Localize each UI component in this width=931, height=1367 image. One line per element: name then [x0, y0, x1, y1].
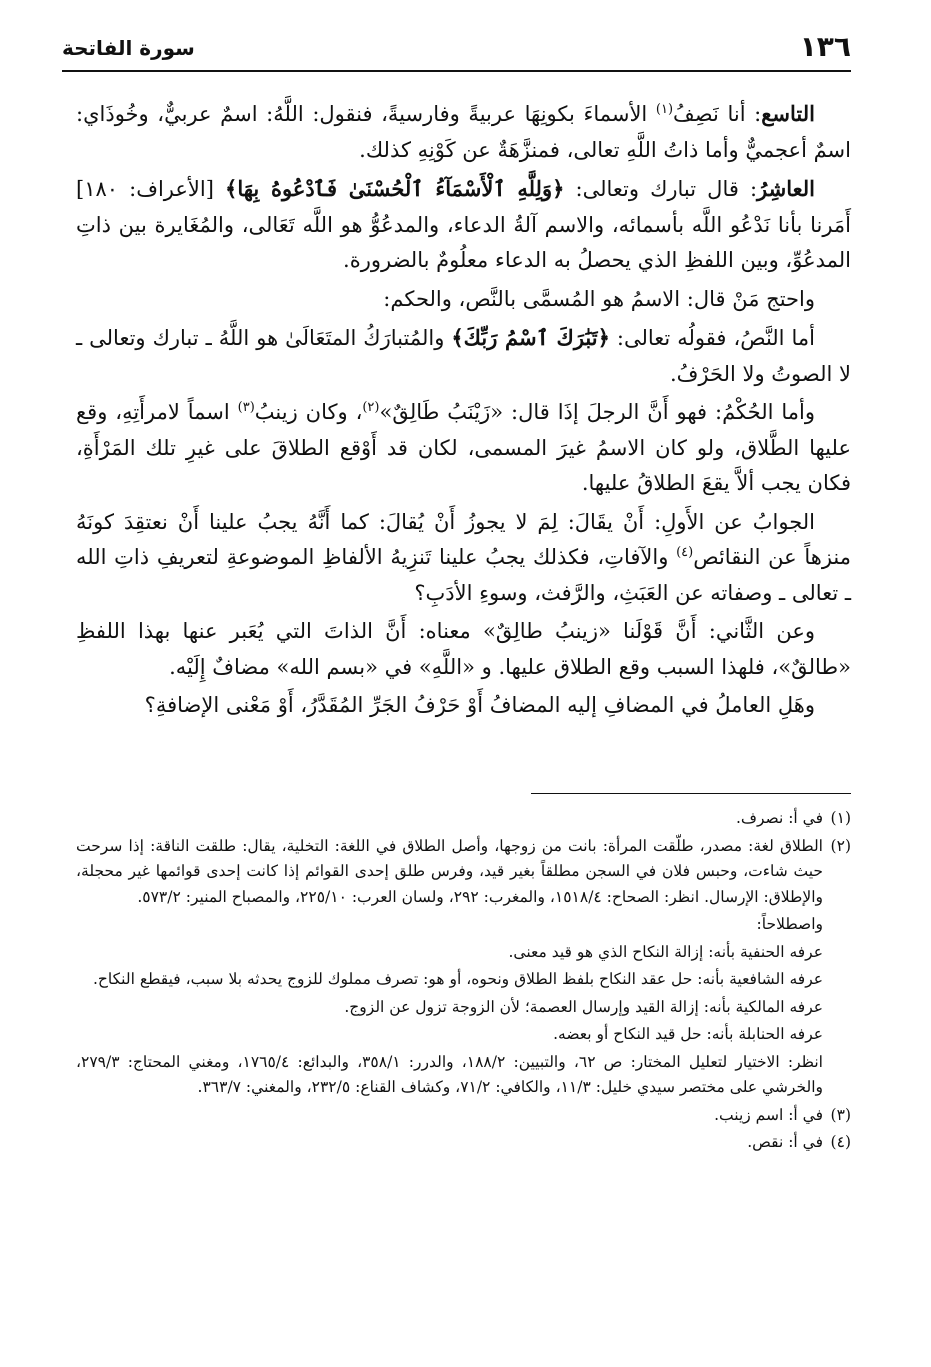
footnote-1: (١) في أ: نصرف. — [76, 806, 851, 832]
paragraph-ruling: وأما الحُكْمُ: فهو أَنَّ الرجلَ إذَا قال: «زَيْنَبُ طَالِقٌ»$^{(٢)}$، وكان زينبُ$^{(٣)}$ اسماً لامرأَتِهِ، وقع عليها الطَّلاق، ولو كان الاسمُ غيرَ المسمى، لكان قد أَوْقع الطلاقَ على غيرِ تلك المَرْأَةِ، فكان يجب ألاَّ يقعَ الطلاقُ عليها. — [76, 400, 851, 495]
footnote-2-hanafi: عرفه الحنفية بأنه: إزالة النكاح الذي هو قيد معنى. — [508, 942, 823, 961]
footnote-number: (١) — [830, 809, 851, 827]
paragraph-tenth: العاشِرُ: قال تبارك وتعالى: ﴿وَلِلَّهِ ٱلْأَسْمَآءُ ٱلْحُسْنَىٰ فَٱدْعُوهُ بِهَا﴾ [الأعراف: ١٨٠] أَمَرنا بأنا نَدْعُو اللَّه بأسمائه، والاسم آلةُ الدعاء، والمدعُوُّ هو اللَّه تَعَالى، والمُغَايرة بين ذاتِ المدعُوِّ، وبين اللفظِ الذي يحصلُ به الدعاء معلُومٌ بالضرورة. — [76, 176, 851, 272]
footnote-number: (٣) — [830, 1105, 851, 1124]
paragraph-lead: التاسع — [761, 101, 815, 126]
footnote-3: (٣) في أ: اسم زينب. — [76, 1103, 851, 1129]
footnote-2-maliki: عرفه المالكية بأنه: إزالة القيد وإرسال العصمة؛ لأن الزوجة تزول عن الزوج. — [344, 997, 823, 1016]
footnote-2-shafii: عرفه الشافعية بأنه: حل عقد النكاح بلفظ الطلاق ونحوه، أو هو: تصرف مملوك للزوج يحدثه بلا سبب، فيقطع النكاح. — [92, 970, 823, 988]
footnote-number: (٢) — [830, 836, 851, 855]
footnote-ref: (٣) — [237, 400, 255, 415]
paragraph-question: وهَلِ العاملُ في المضافِ إليه المضافُ أَوْ حَرْفُ الجَرِّ المُقَدَّرُ، أَوْ مَعْنى الإضافةِ؟ — [144, 693, 815, 717]
paragraph-answer-first: الجوابُ عن الأَولِ: أَنْ يقَالَ: لِمَ لا يجوزُ أَنْ يُقالَ: كما أَنَّهُ يجبُ علينا أَنْ نعتقِدَ كونَهُ منزهاً عن النقائص$^{(٤)}$ والآفاتِ، فكذلك يجبُ علينا تَنزِيهُ الألفاظِ الموضوعةِ لتعريفِ ذاتِ الله ـ تعالى ـ وصفاته عن العَبَثِ، والرَّفث، وسوءِ الأدَبِ؟ — [76, 509, 851, 605]
paragraph-ninth: التاسع: أنا نَصِفُ$^{(١)}$ الأسماءَ بكونِهَا عربيةً وفارسيةً، فنقول: اللَّهُ: اسمٌ عربيٌّ، وخُوذَاي: اسمٌ أعجميٌّ وأما ذاتُ اللَّهِ تعالى، فمنزَّهَةٌ عن كَوْنِهِ كذلك. — [76, 101, 851, 162]
footnotes — [76, 806, 851, 1158]
footnote-2-hanbali: عرفه الحنابلة بأنه: حل قيد النكاح أو بعضه. — [553, 1025, 823, 1043]
footnote-ref: (٢) — [362, 400, 380, 415]
quran-verse: ﴿تَبَٰرَكَ ٱسْمُ رَبِّكَ﴾ — [451, 325, 610, 350]
footnote-4: (٤) في أ: نقص. — [76, 1130, 851, 1156]
quran-verse: ﴿وَلِلَّهِ ٱلْأَسْمَآءُ ٱلْحُسْنَىٰ فَٱدْعُوهُ بِهَا﴾ — [225, 176, 565, 201]
page-number: ١٣٦ — [799, 30, 851, 63]
paragraph-lead: العاشِرُ — [757, 176, 815, 201]
page-header — [62, 28, 851, 72]
running-title: سورة الفاتحة — [62, 36, 195, 60]
main-text — [76, 96, 851, 727]
paragraph-text-proof: أما النَّصُ، فقولُه تعالى: ﴿تَبَٰرَكَ ٱسْمُ رَبِّكَ﴾ والمُتبارَكُ المتَعَالَىٰ هو اللَّهُ ـ تبارك وتعالى ـ لا الصوتُ ولا الحَرْفُ. — [76, 325, 851, 386]
paragraph-answer-second: وعن الثَّاني: أَنَّ قَوْلَنا «زينبُ طالِقٌ» معناه: أَنَّ الذاتَ التي يُعَبر عنها بهذا اللفظِ «طالقٌ»، فلهذا السبب وقع الطلاق عليها. و «اللَّهِ» في «بسم الله» مضافٌ إِلَيْه. — [76, 619, 851, 679]
footnote-2-istilah: واصطلاحاً: — [756, 915, 823, 933]
paragraph-argument: واحتج مَنْ قال: الاسمُ هو المُسمَّى بالنَّص، والحكم: — [383, 286, 815, 311]
footnote-2-references: انظر: الاختيار لتعليل المختار: ص ٦٢، والتبيين: ١٨٨/٢، والدرر: ٣٥٨/١، والبدائع: ١٧٦٥/٤، ومغني المحتاج: ٢٧٩/٣، والخرشي على مختصر سيدي خليل: ١١/٣، والكافي: ٧١/٢، وكشاف القناع: ٢٣٢/٥، والمغني: ٣٦٣/٧. — [76, 1052, 823, 1096]
footnote-ref: (١) — [655, 102, 674, 117]
footnote-number: (٤) — [830, 1133, 851, 1151]
footnote-divider — [531, 793, 851, 794]
footnote-ref: (٤) — [676, 545, 694, 560]
footnote-2: (٢) الطلاق لغة: مصدر، طلّقت المرأة: بانت من زوجها، وأصل الطلاق في اللغة: التخلية، يقال: طلقت الناقة: إذا سرحت حيث شاءت، وحبس فلان في السجن مطلقاً بغير قيد، وفرس طلق إحدى القوائم إذا كانت إحدى قوائمها غير محجلة، والإطلاق: الإرسال. انظر: الصحاح: ١٥١٨/٤، والمغرب: ٢٩٢، ولسان العرب: ٢٢٥/١٠، والمصباح المنير: ٥٧٣/٢. — [76, 834, 851, 911]
